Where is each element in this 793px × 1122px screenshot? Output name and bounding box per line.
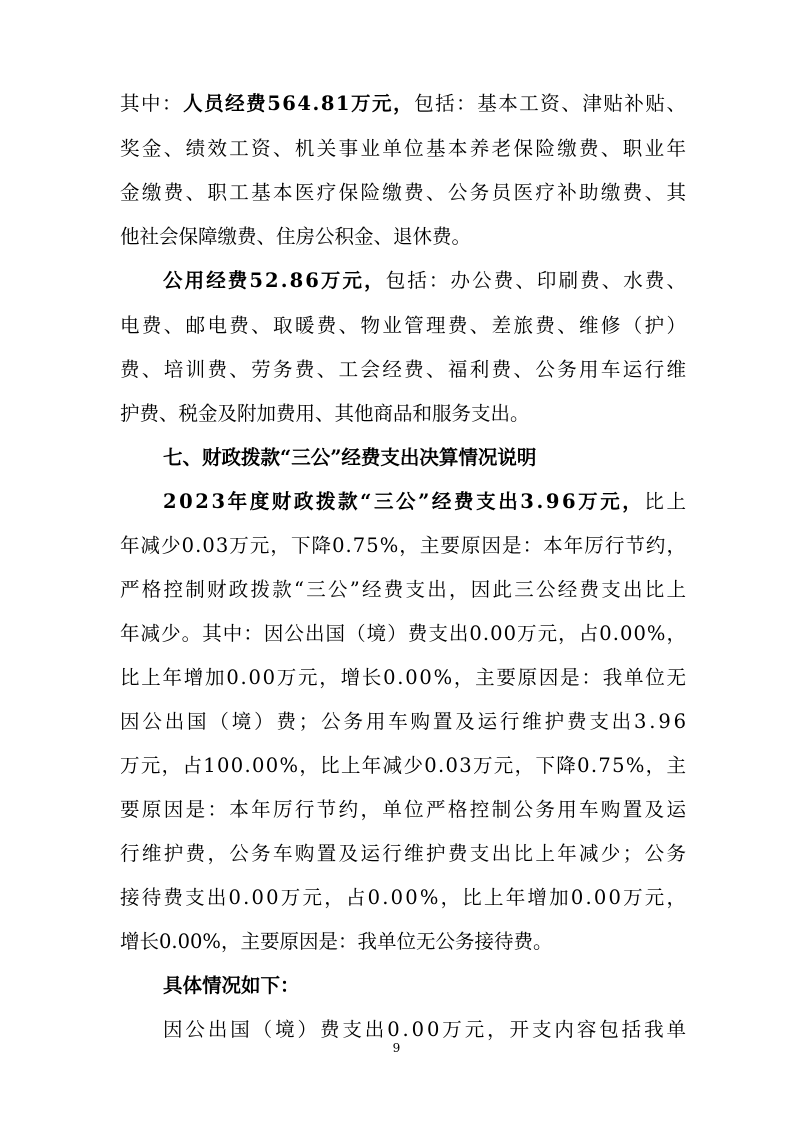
text-line xyxy=(120,180,688,206)
text-segment: 费、培训费、劳务费、工会经费、福利费、公务用车运行维 xyxy=(120,358,689,381)
text-line xyxy=(120,621,687,647)
text-segment: 电费、邮电费、取暖费、物业管理费、差旅费、维修（护） xyxy=(120,314,689,337)
text-line xyxy=(120,533,687,559)
text-line xyxy=(120,797,688,823)
text-line xyxy=(163,1017,689,1043)
text-line xyxy=(120,136,688,162)
text-segment: 行维护费，公务车购置及运行维护费支出比上年减少；公务 xyxy=(120,842,689,865)
text-segment: 其中： xyxy=(120,92,184,115)
text-segment: 要原因是：本年厉行节约，单位严格控制公务用车购置及运 xyxy=(120,798,689,821)
text-segment: 年减少。其中：因公出国（境）费支出0.00万元，占0.00%， xyxy=(120,622,688,645)
text-segment: 护费、税金及附加费用、其他商品和服务支出。 xyxy=(120,402,530,425)
text-segment: 因公出国（境）费支出0.00万元，开支内容包括我单 xyxy=(163,1018,689,1041)
bold-text-segment: 2023年度财政拨款“三公”经费支出3.96万元， xyxy=(163,490,645,513)
text-line xyxy=(120,841,688,867)
text-line xyxy=(120,91,688,117)
bold-text-segment: 七、财政拨款“三公”经费支出决算情况说明 xyxy=(163,446,537,469)
text-line xyxy=(120,224,471,250)
text-segment: 奖金、绩效工资、机关事业单位基本养老保险缴费、职业年 xyxy=(120,137,689,160)
text-segment: 包括：办公费、印刷费、水费、 xyxy=(385,269,689,292)
text-line xyxy=(120,313,688,339)
text-line xyxy=(120,401,530,427)
text-segment: 比上年增加0.00万元，增长0.00%，主要原因是：我单位无 xyxy=(120,666,688,689)
text-segment: 金缴费、职工基本医疗保险缴费、公务员医疗补助缴费、其 xyxy=(120,181,689,204)
text-line xyxy=(163,445,536,471)
bold-text-segment: 公用经费52.86万元， xyxy=(163,269,386,292)
text-segment: 万元，占100.00%，比上年减少0.03万元，下降0.75%，主 xyxy=(120,754,688,777)
text-line xyxy=(163,489,689,515)
text-line xyxy=(163,268,688,294)
text-line xyxy=(120,665,688,691)
text-segment: 年减少0.03万元，下降0.75%，主要原因是：本年厉行节约， xyxy=(120,534,688,557)
text-line xyxy=(120,885,688,911)
bold-text-segment: 人员经费564.81万元， xyxy=(183,92,415,115)
page-number: 9 xyxy=(392,1041,401,1055)
text-segment: 他社会保障缴费、住房公积金、退休费。 xyxy=(120,225,472,248)
bold-text-segment: 具体情况如下： xyxy=(163,974,300,997)
text-line xyxy=(120,709,689,735)
text-segment: 因公出国（境）费；公务用车购置及运行维护费支出3.96 xyxy=(120,710,689,733)
text-line xyxy=(163,973,300,999)
text-segment: 增长0.00%，主要原因是：我单位无公务接待费。 xyxy=(120,930,553,953)
text-segment: 接待费支出0.00万元，占0.00%，比上年增加0.00万元， xyxy=(120,886,689,909)
text-line xyxy=(120,753,687,779)
text-line xyxy=(120,577,688,603)
text-line xyxy=(120,357,688,383)
text-segment: 包括：基本工资、津贴补贴、 xyxy=(414,92,688,115)
text-segment: 比上 xyxy=(644,490,689,513)
text-line xyxy=(120,929,552,955)
text-segment: 严格控制财政拨款“三公”经费支出，因此三公经费支出比上 xyxy=(120,578,689,601)
